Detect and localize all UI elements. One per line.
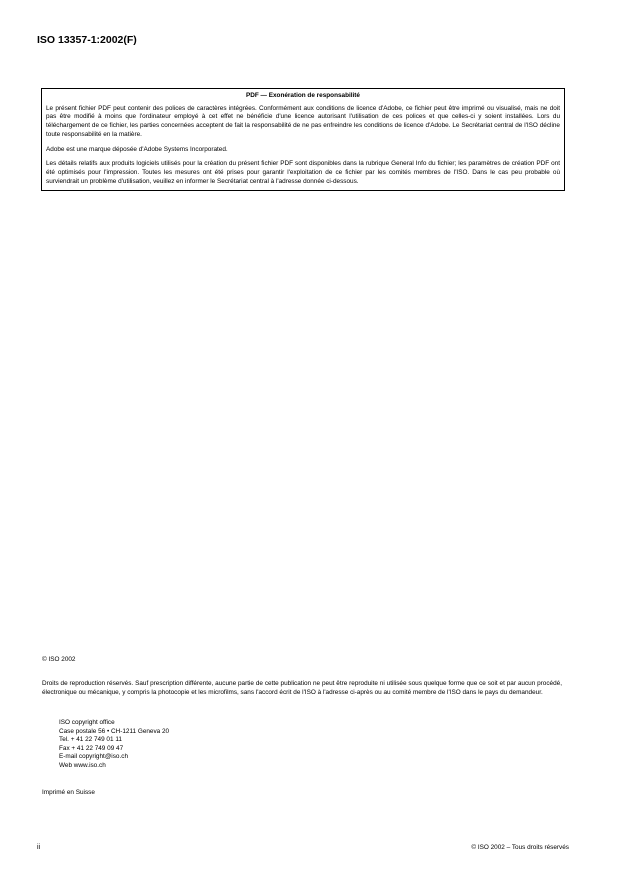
copyright-office-address [59,719,169,770]
printed-in: Imprimé en Suisse [42,789,95,796]
copyright-notice: © ISO 2002 [42,656,76,663]
address-line: Fax + 41 22 749 09 47 [59,744,124,752]
disclaimer-title: PDF — Exonération de responsabilité [246,92,360,99]
footer-rights-notice: © ISO 2002 – Tous droits réservés [471,844,569,851]
address-line: Tel. + 41 22 749 01 11 [59,736,122,743]
disclaimer-paragraph: Le présent fichier PDF peut contenir des polices de caractères intégrées. Conformément aux conditions de licence d'Adobe, ce fichier peut être imprimé ou visualisé, mais ne doit pas être modifié à moins que l'ordinateur employé à cet effet ne bénéficie d'une licence autorisant l'utilisation de ces polices et que celles-ci y soient installées. Lors du téléchargement de ce fichier, les parties concernées acceptent de fait la responsabilité de ne pas enfreindre les conditions de licence d'Adobe. Le Secrétariat central de l'ISO décline toute responsabilité en la matière. [46,104,560,138]
address-line: Web www.iso.ch [59,761,106,769]
page-number: ii [37,844,41,851]
address-line: ISO copyright office [59,719,115,726]
pdf-disclaimer-box [41,88,565,191]
address-line: Case postale 56 • CH-1211 Geneva 20 [59,727,170,735]
address-line: E-mail copyright@iso.ch [59,753,128,760]
disclaimer-paragraph: Les détails relatifs aux produits logiciels utilisés pour la création du présent fichier PDF sont disponibles dans la rubrique General Info du fichier; les paramètres de création PDF ont été optimisés pour l'impression. Toutes les mesures ont été prises pour garantir l'exploitation de ce fichier par les comités membres de l'ISO. Dans le cas peu probable où surviendrait un problème d'utilisation, veuillez en informer le Secrétariat central à l'adresse donnée ci-dessous. [46,160,560,185]
reproduction-rights: Droits de reproduction réservés. Sauf prescription différente, aucune partie de cette publication ne peut être reproduite ni utilisée sous quelque forme que ce soit et par aucun procédé, électronique ou mécanique, y compris la photocopie et les microfilms, sans l'accord écrit de l'ISO à l'adresse ci-après ou au comité membre de l'ISO dans le pays du demandeur. [42,680,562,696]
document-id: ISO 13357-1:2002(F) [37,34,137,46]
disclaimer-paragraph: Adobe est une marque déposée d'Adobe Systems Incorporated. [46,145,228,153]
